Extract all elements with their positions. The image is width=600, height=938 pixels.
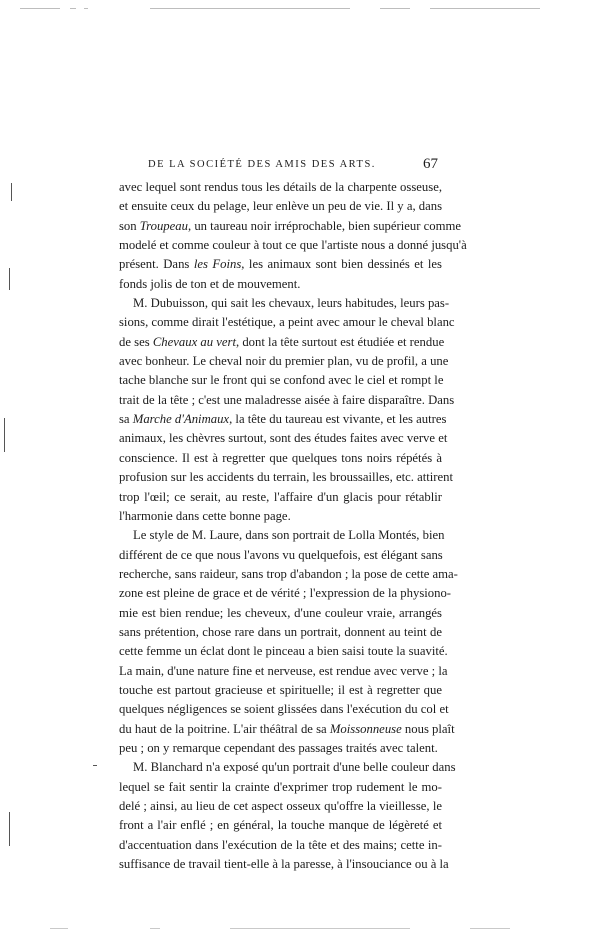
text-line xyxy=(119,488,442,507)
text-line xyxy=(119,429,448,448)
text-segment: l'harmonie dans cette bonne page. xyxy=(119,508,291,523)
top-edge-scan-marks xyxy=(0,8,600,10)
margin-mark-upper xyxy=(9,268,10,290)
text-line xyxy=(119,507,442,526)
text-line xyxy=(119,816,442,835)
text-line xyxy=(119,584,452,603)
text-line xyxy=(119,546,442,565)
text-segment: trait de la tête ; c'est une maladresse aisée à faire disparaître. Dans xyxy=(119,392,455,407)
text-line xyxy=(119,526,445,545)
text-segment: Le style de M. Laure, dans son portrait de Lolla Montés, bien xyxy=(133,528,445,543)
artwork-title: Troupeau xyxy=(139,218,188,233)
text-segment: du haut de la poitrine. L'air théâtral de sa xyxy=(119,721,330,736)
text-segment: quelques négligences se soient glissées dans l'exécution du col et xyxy=(119,702,449,717)
text-line xyxy=(119,371,442,390)
text-line xyxy=(119,178,442,197)
text-segment: zone est pleine de grace et de vérité ; l'expression de la physiono- xyxy=(119,586,452,601)
text-segment: profusion sur les accidents du terrain, les broussailles, etc. attirent xyxy=(119,470,454,485)
artwork-title: Chevaux au vert xyxy=(152,334,236,349)
margin-tick xyxy=(93,765,97,766)
bottom-edge-scan-marks xyxy=(0,928,600,930)
text-segment: modelé et comme couleur à tout ce que l'artiste nous a donné jusqu'à xyxy=(119,238,467,253)
text-segment: M. Dubuisson, qui sait les chevaux, leurs habitudes, leurs pas- xyxy=(133,296,450,311)
text-segment: recherche, sans raideur, sans trop d'abandon ; la pose de cette ama- xyxy=(119,566,458,581)
margin-mark-lower xyxy=(9,812,10,846)
text-segment: , les animaux sont bien dessinés et les xyxy=(241,257,442,272)
text-segment: lequel se fait sentir la crainte d'exprimer trop rudement le mo- xyxy=(119,779,442,794)
text-line xyxy=(119,217,461,236)
text-segment: d'accentuation dans l'exécution de la tête et des mains; cette in- xyxy=(119,837,442,852)
text-segment: mie est bien rendue; les cheveux, d'une couleur vraie, arrangés xyxy=(119,605,442,620)
margin-mark-middle xyxy=(4,418,5,452)
text-segment: avec lequel sont rendus tous les détails de la charpente osseuse, xyxy=(119,180,442,194)
text-segment: son xyxy=(119,218,140,233)
text-segment: conscience. Il est à regretter que quelques tons noirs répétés à xyxy=(119,450,442,465)
text-segment: suffisance de travail tient-elle à la paresse, à l'insouciance ou à la xyxy=(119,857,449,872)
text-line xyxy=(119,352,449,371)
text-segment: et ensuite ceux du pelage, leur enlève un peu de vie. Il y a, dans xyxy=(119,199,443,214)
text-segment: avec bonheur. Le cheval noir du premier plan, vu de profil, a une xyxy=(119,354,449,369)
text-segment: , un taureau noir irréprochable, bien supérieur comme xyxy=(187,218,461,233)
text-line xyxy=(119,855,449,874)
text-segment: La main, d'une nature fine et nerveuse, est rendue avec verve ; la xyxy=(119,663,448,678)
text-line xyxy=(119,797,442,816)
text-segment: animaux, les chèvres surtout, sont des études faites avec verve et xyxy=(119,431,448,446)
text-line xyxy=(119,449,442,468)
text-segment: sa xyxy=(119,412,133,427)
body-text xyxy=(119,178,467,874)
text-segment: présent. Dans xyxy=(119,257,194,272)
text-line xyxy=(119,333,445,352)
text-segment: cette femme un éclat dont le pinceau a bien saisi toute la suavité. xyxy=(119,644,448,659)
text-segment: front a l'air enflé ; en général, la touche manque de légèreté et xyxy=(119,818,442,833)
text-segment: fonds jolis de ton et de mouvement. xyxy=(119,276,301,291)
text-line xyxy=(119,739,442,758)
text-line xyxy=(119,294,450,313)
text-segment: sans prétention, chose rare dans un portrait, donnent au teint de xyxy=(119,624,442,639)
text-line xyxy=(119,604,442,623)
text-segment: M. Blanchard n'a exposé qu'un portrait d'une belle couleur dans xyxy=(133,760,456,775)
text-line xyxy=(119,565,458,584)
text-line xyxy=(119,275,442,294)
text-line xyxy=(119,700,449,719)
text-segment: sions, comme dirait l'estétique, a peint avec amour le cheval blanc xyxy=(119,315,455,330)
page-header xyxy=(148,156,438,176)
text-segment: de ses xyxy=(119,334,153,349)
artwork-title: Marche d'Animaux xyxy=(132,412,230,427)
text-segment: peu ; on y remarque cependant des passages traités avec talent. xyxy=(119,740,438,755)
text-line xyxy=(119,778,442,797)
page-number: 67 xyxy=(423,156,438,172)
text-segment: , dont la tête surtout est étudiée et rendue xyxy=(235,334,445,349)
text-segment: trop l'œil; ce serait, au reste, l'affaire d'un glacis pour rétablir xyxy=(119,489,442,504)
text-line xyxy=(119,236,467,255)
text-segment: , la tête du taureau est vivante, et les autres xyxy=(229,412,447,427)
artwork-title: Moissonneuse xyxy=(329,721,402,736)
text-line xyxy=(119,197,442,216)
margin-mark-top xyxy=(11,183,12,201)
running-head: DE LA SOCIÉTÉ DES AMIS DES ARTS. xyxy=(148,159,376,170)
text-segment: tache blanche sur le front qui se confond avec le ciel et rompt le xyxy=(119,373,444,388)
text-segment: différent de ce que nous l'avons vu quelquefois, est élégant sans xyxy=(119,547,443,562)
artwork-title: les Foins xyxy=(193,257,242,272)
text-line xyxy=(119,410,447,429)
text-line xyxy=(119,623,442,642)
text-line xyxy=(119,255,442,274)
text-segment: delé ; ainsi, au lieu de cet aspect osseux qu'offre la vieillesse, le xyxy=(119,799,442,813)
text-segment: touche est partout gracieuse et spirituelle; il est à regretter que xyxy=(119,682,442,697)
text-line xyxy=(119,758,456,777)
text-line xyxy=(119,720,455,739)
text-line xyxy=(119,468,454,487)
text-line xyxy=(119,642,448,661)
text-line xyxy=(119,662,448,681)
text-line xyxy=(119,681,442,700)
text-line xyxy=(119,391,455,410)
text-line xyxy=(119,836,442,855)
text-segment: nous plaît xyxy=(401,721,455,736)
text-line xyxy=(119,313,455,332)
